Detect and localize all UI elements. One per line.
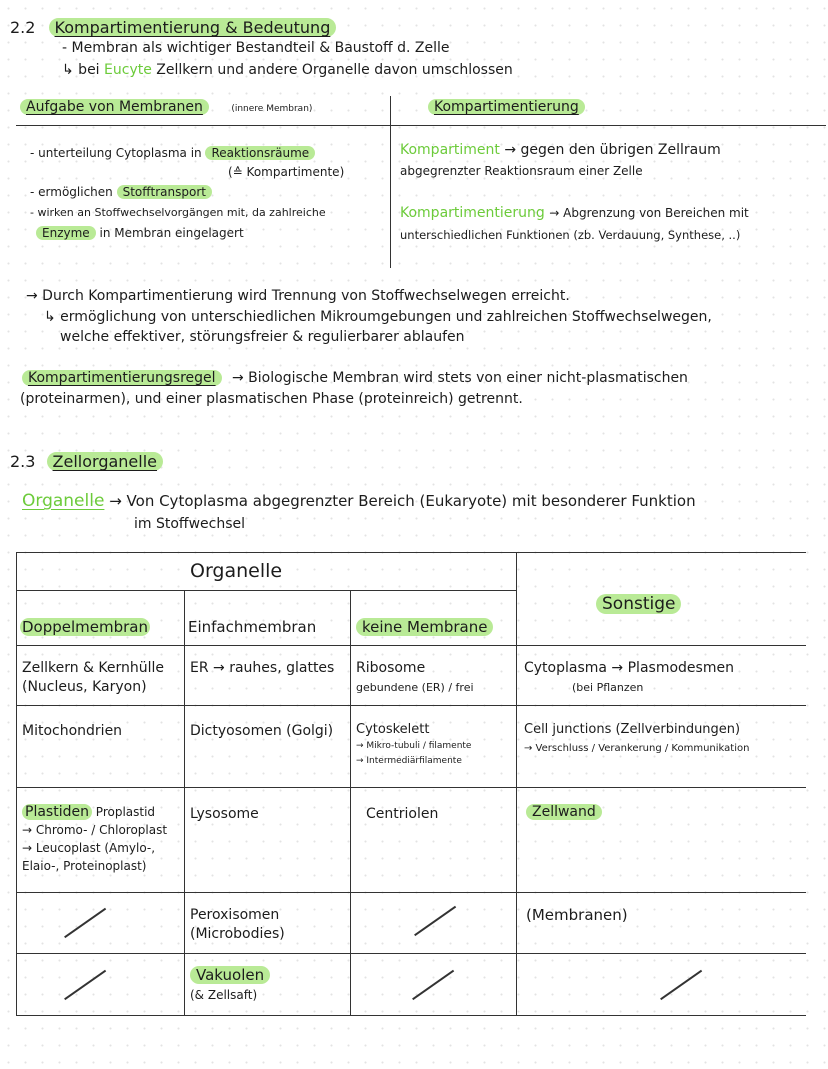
empty-cell-mark xyxy=(64,970,106,1000)
section-title: Kompartimentierung & Bedeutung xyxy=(49,18,337,37)
cell-membranen: (Membranen) xyxy=(526,906,628,924)
table2-row4-rule xyxy=(16,953,806,954)
table2-row1-rule xyxy=(16,705,806,706)
kompartiment-definition: Kompartiment → gegen den übrigen Zellraum xyxy=(400,142,721,158)
table2-col-divider-3 xyxy=(516,552,517,1015)
membrane-task-3: - wirken an Stoffwechselvorgängen mit, da zahlreiche xyxy=(30,206,326,219)
cell-dictyosomen: Dictyosomen (Golgi) xyxy=(190,723,334,739)
cell-er: ER → rauhes, glattes xyxy=(190,660,335,676)
cell-zellkern: Zellkern & Kernhülle (Nucleus, Karyon) xyxy=(22,660,165,695)
cell-cytoskelett: Cytoskelett → Mikro-tubuli / filamente → Intermediärfilamente xyxy=(356,722,472,766)
eucyte-term: Eucyte xyxy=(104,62,152,78)
cell-peroxisomen: Peroxisomen (Microbodies) xyxy=(190,907,285,942)
membrane-task-1-note: (≙ Kompartimente) xyxy=(228,165,345,179)
membrane-task-3-line2: Enzyme in Membran eingelagert xyxy=(36,226,244,240)
table2-col-divider-2 xyxy=(350,590,351,1015)
separation-benefit-line1: ↳ ermöglichung von unterschiedlichen Mikroumgebungen und zahlreichen Stoffwechselwegen, xyxy=(44,309,712,325)
membrane-note-line1: - Membran als wichtiger Bestandteil & Baustoff d. Zelle xyxy=(62,40,450,56)
cell-zellwand: Zellwand xyxy=(526,803,602,822)
organelle-definition-line2: im Stoffwechsel xyxy=(134,516,245,532)
col-doppelmembran: Doppelmembran xyxy=(22,618,149,636)
table2-sonstige-header: Sonstige xyxy=(596,594,681,614)
table1-header-rule xyxy=(16,125,826,126)
compartment-rule-line2: (proteinarmen), und einer plasmatischen Phase (proteinreich) getrennt. xyxy=(20,391,523,407)
cell-centriolen: Centriolen xyxy=(366,806,439,822)
cell-lysosome: Lysosome xyxy=(190,806,259,822)
kompartimentierung-definition: Kompartimentierung → Abgrenzung von Bereichen mit xyxy=(400,205,749,221)
cell-junctions: Cell junctions (Zellverbindungen) → Verschluss / Verankerung / Kommunikation xyxy=(524,722,750,754)
membrane-task-1: - unterteilung Cytoplasma in Reaktionsräume xyxy=(30,146,315,160)
table1-right-header: Kompartimentierung xyxy=(428,99,585,115)
table2-row2-rule xyxy=(16,787,806,788)
table2-title-rule xyxy=(16,590,516,591)
col-einfachmembran: Einfachmembran xyxy=(188,618,317,636)
cell-plastiden: Plastiden Proplastid → Chromo- / Chloroplast → Leucoplast (Amylo-, Elaio-, Proteinoplast) xyxy=(22,804,168,873)
cell-cytoplasma: Cytoplasma → Plasmodesmen (bei Pflanzen xyxy=(524,660,734,694)
kompartiment-definition-line2: abgegrenzter Reaktionsraum einer Zelle xyxy=(400,164,643,178)
table1-left-header: Aufgabe von Membranen (innere Membran) xyxy=(20,99,312,115)
empty-cell-mark xyxy=(414,906,456,936)
table2-row3-rule xyxy=(16,892,806,893)
table2-header-rule xyxy=(16,645,806,646)
inner-membrane-note: (innere Membran) xyxy=(231,104,313,114)
table2-left-border xyxy=(16,552,17,1015)
table1-divider xyxy=(390,96,391,268)
section-number: 2.2 xyxy=(10,18,36,37)
table2-top-rule xyxy=(16,552,806,553)
cell-mitochondrien: Mitochondrien xyxy=(22,723,123,739)
membrane-note-line2: ↳ bei Eucyte Zellkern und andere Organelle davon umschlossen xyxy=(62,62,513,78)
cell-vakuolen: Vakuolen (& Zellsaft) xyxy=(190,966,270,1005)
separation-statement: → Durch Kompartimentierung wird Trennung von Stoffwechselwegen erreicht. xyxy=(26,288,570,304)
separation-benefit-line2: welche effektiver, störungsfreier & regulierbarer ablaufen xyxy=(60,329,465,345)
table2-bottom-rule xyxy=(16,1015,806,1016)
empty-cell-mark xyxy=(412,970,454,1000)
table2-title: Organelle xyxy=(190,560,283,582)
empty-cell-mark xyxy=(64,908,106,938)
membrane-task-2: - ermöglichen Stofftransport xyxy=(30,185,212,199)
organelle-definition: Organelle → Von Cytoplasma abgegrenzter Bereich (Eukaryote) mit besonderer Funktion xyxy=(22,491,696,511)
section-2-3-heading: 2.3 Zellorganelle xyxy=(10,452,163,471)
col-keine-membrane: keine Membrane xyxy=(356,618,493,636)
table2-col-divider-1 xyxy=(184,590,185,1015)
compartment-rule: Kompartimentierungsregel → Biologische Membran wird stets von einer nicht-plasmatischen xyxy=(22,370,688,386)
cell-ribosome: Ribosome gebundene (ER) / frei xyxy=(356,660,474,694)
section-2-2-heading xyxy=(10,18,336,37)
kompartimentierung-definition-line2: unterschiedlichen Funktionen (zb. Verdauung, Synthese, ..) xyxy=(400,228,741,242)
empty-cell-mark xyxy=(660,970,702,1000)
